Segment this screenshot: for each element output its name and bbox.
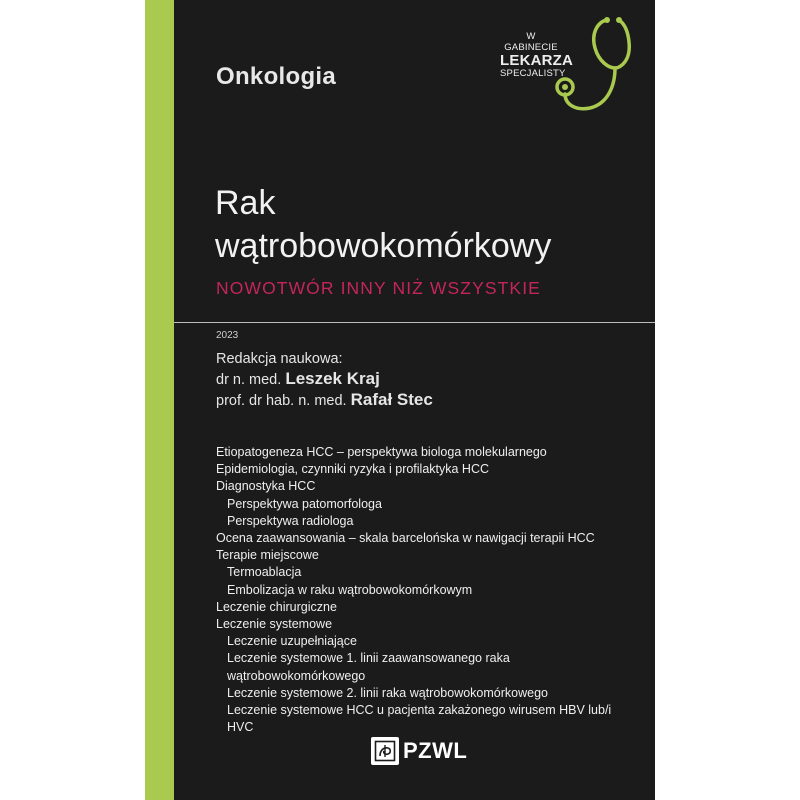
divider [174, 322, 655, 323]
book-subtitle: NOWOTWÓR INNY NIŻ WSZYSTKIE [216, 278, 541, 298]
table-of-contents [216, 444, 636, 736]
toc-subitem: Embolizacja w raku wątrobowokomórkowym [227, 582, 473, 597]
editor-name: Rafał Stec [350, 390, 433, 409]
toc-item: Epidemiologia, czynniki ryzyka i profilaktyka HCC [216, 462, 490, 477]
toc-subitem: Perspektywa radiologa [227, 513, 354, 528]
toc-item: Diagnostyka HCC [216, 479, 316, 494]
editor-name: Leszek Kraj [285, 369, 380, 388]
editor-prefix: prof. dr hab. n. med. [216, 393, 347, 409]
editors-label: Redakcja naukowa: [216, 351, 343, 367]
toc-item: Leczenie chirurgiczne [216, 599, 337, 614]
title-line-1: Rak [215, 184, 276, 222]
publisher-name: PZWL [403, 738, 468, 763]
toc-item: Terapie miejscowe [216, 548, 319, 563]
toc-subitem: Leczenie systemowe 1. linii zaawansowanego raka wątrobowokomórkowego [227, 651, 510, 683]
toc-item: Leczenie systemowe [216, 617, 333, 632]
toc-subitem: Leczenie systemowe HCC u pacjenta zakażonego wirusem HBV lub/i HVC [227, 703, 612, 735]
toc-subitem: Perspektywa patomorfologa [227, 496, 382, 511]
toc-subitem: Leczenie systemowe 2. linii raka wątrobowokomórkowego [227, 685, 548, 700]
editor-line [216, 390, 433, 411]
toc-item: Ocena zaawansowania – skala barcelońska w nawigacji terapii HCC [216, 531, 595, 546]
editor-line [216, 369, 433, 390]
stethoscope-icon [535, 12, 635, 117]
badge-line-3: SPECJALISTY [500, 68, 566, 79]
badge-line-1: W GABINECIE [504, 31, 558, 53]
book-title [215, 182, 551, 268]
cover-spine-stripe [145, 0, 174, 800]
editors-block [216, 350, 433, 411]
editor-prefix: dr n. med. [216, 372, 282, 388]
toc-subitem: Termoablacja [227, 565, 302, 580]
publisher-logo [371, 737, 467, 765]
title-line-2: wątrobowokomórkowy [215, 227, 552, 265]
series-title: Onkologia [216, 63, 337, 90]
book-cover [145, 0, 655, 800]
toc-subitem: Leczenie uzupełniające [227, 634, 357, 649]
publication-year: 2023 [216, 330, 239, 341]
pzwl-logo-icon [371, 737, 399, 765]
toc-item: Etiopatogeneza HCC – perspektywa biologa molekularnego [216, 445, 547, 459]
badge-line-2: LEKARZA [500, 52, 574, 69]
